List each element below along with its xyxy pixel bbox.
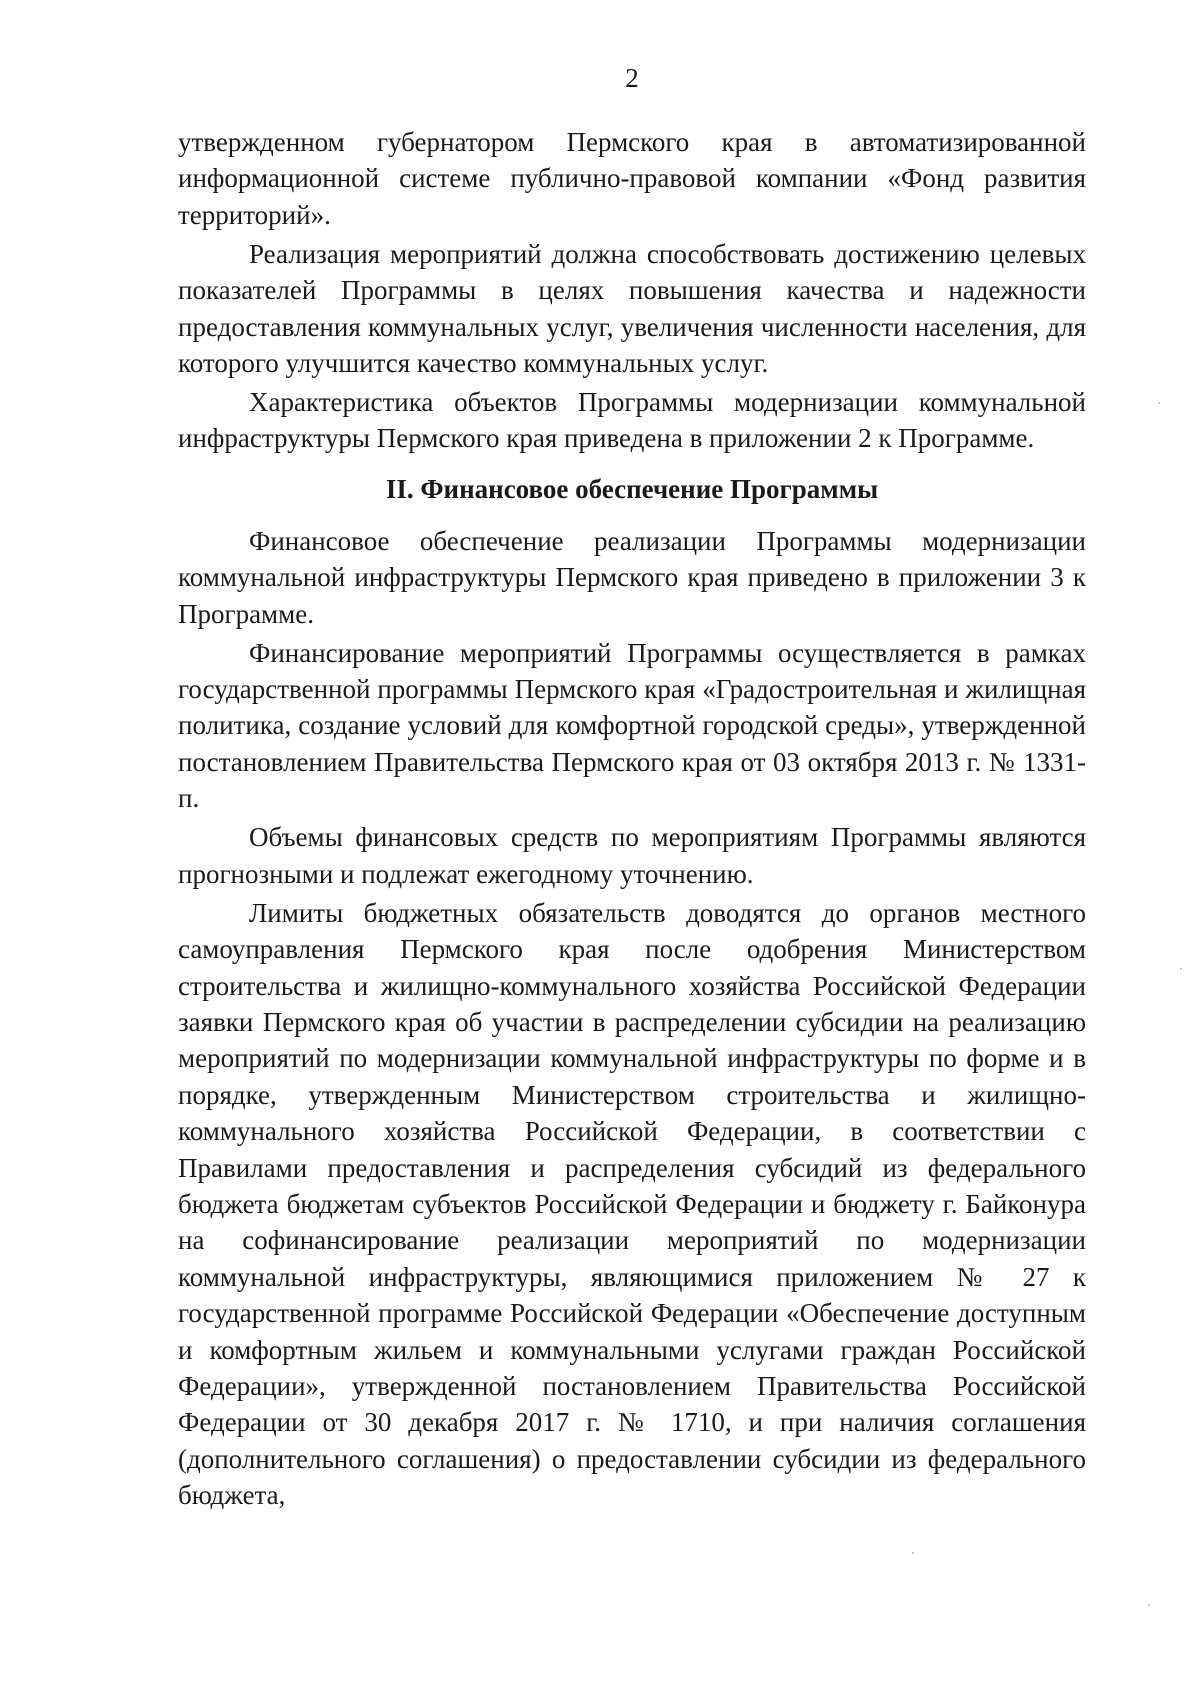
document-body	[178, 124, 1086, 1516]
section-heading: II. Финансовое обеспечение Программы	[385, 473, 879, 504]
scan-speck	[1180, 968, 1182, 970]
page-number: 2	[625, 63, 639, 93]
paragraph: Объемы финансовых средств по мероприятиям Программы являются прогнозными и подлежат ежегодному уточнению.	[178, 822, 1086, 889]
scan-speck	[1148, 1604, 1150, 1606]
scan-speck	[912, 1552, 914, 1554]
paragraph: Характеристика объектов Программы модернизации коммунальной инфраструктуры Пермского края приведена в приложении 2 к Программе.	[178, 387, 1086, 454]
scan-speck	[1158, 402, 1160, 404]
paragraph: Финансирование мероприятий Программы осуществляется в рамках государственной программы Пермского края «Градостроительная и жилищная политика, создание условий для комфортной городской среды», утвержденной постановлением Правительства Пермского края от 03 октября 2013 г. № 1331-п.	[178, 637, 1086, 814]
paragraph-continued: утвержденном губернатором Пермского края в автоматизированной информационной системе публично-правовой компании «Фонд развития территорий».	[178, 127, 1086, 230]
paragraph-continues-next-page: Лимиты бюджетных обязательств доводятся до органов местного самоуправления Пермского края после одобрения Министерством строительства и жилищно-коммунального хозяйства Российской Федерации заявки Пермского края об участии в распределении субсидии на реализацию мероприятий по модернизации коммунальной инфраструктуры по форме и в порядке, утвержденным Министерством строительства и жилищно-коммунального хозяйства Российской Федерации, в соответствии с Правилами предоставления и распределения субсидий из федерального бюджета бюджетам субъектов Российской Федерации и бюджету г. Байконура на софинансирование реализации мероприятий по модернизации коммунальной инфраструктуры, являющимися приложением № 27 к государственной программе Российской Федерации «Обеспечение доступным и комфортным жильем и коммунальными услугами граждан Российской Федерации», утвержденной постановлением Правительства Российской Федерации от 30 декабря 2017 г. № 1710, и при наличия соглашения (дополнительного соглашения) о предоставлении субсидии из федерального бюджета,	[178, 897, 1086, 1511]
paragraph: Реализация мероприятий должна способствовать достижению целевых показателей Программы в целях повышения качества и надежности предоставления коммунальных услуг, увеличения численности населения, для которого улучшится качество коммунальных услуг.	[178, 238, 1086, 379]
paragraph: Финансовое обеспечение реализации Программы модернизации коммунальной инфраструктуры Пермского края приведено в приложении 3 к Программе.	[178, 525, 1086, 629]
